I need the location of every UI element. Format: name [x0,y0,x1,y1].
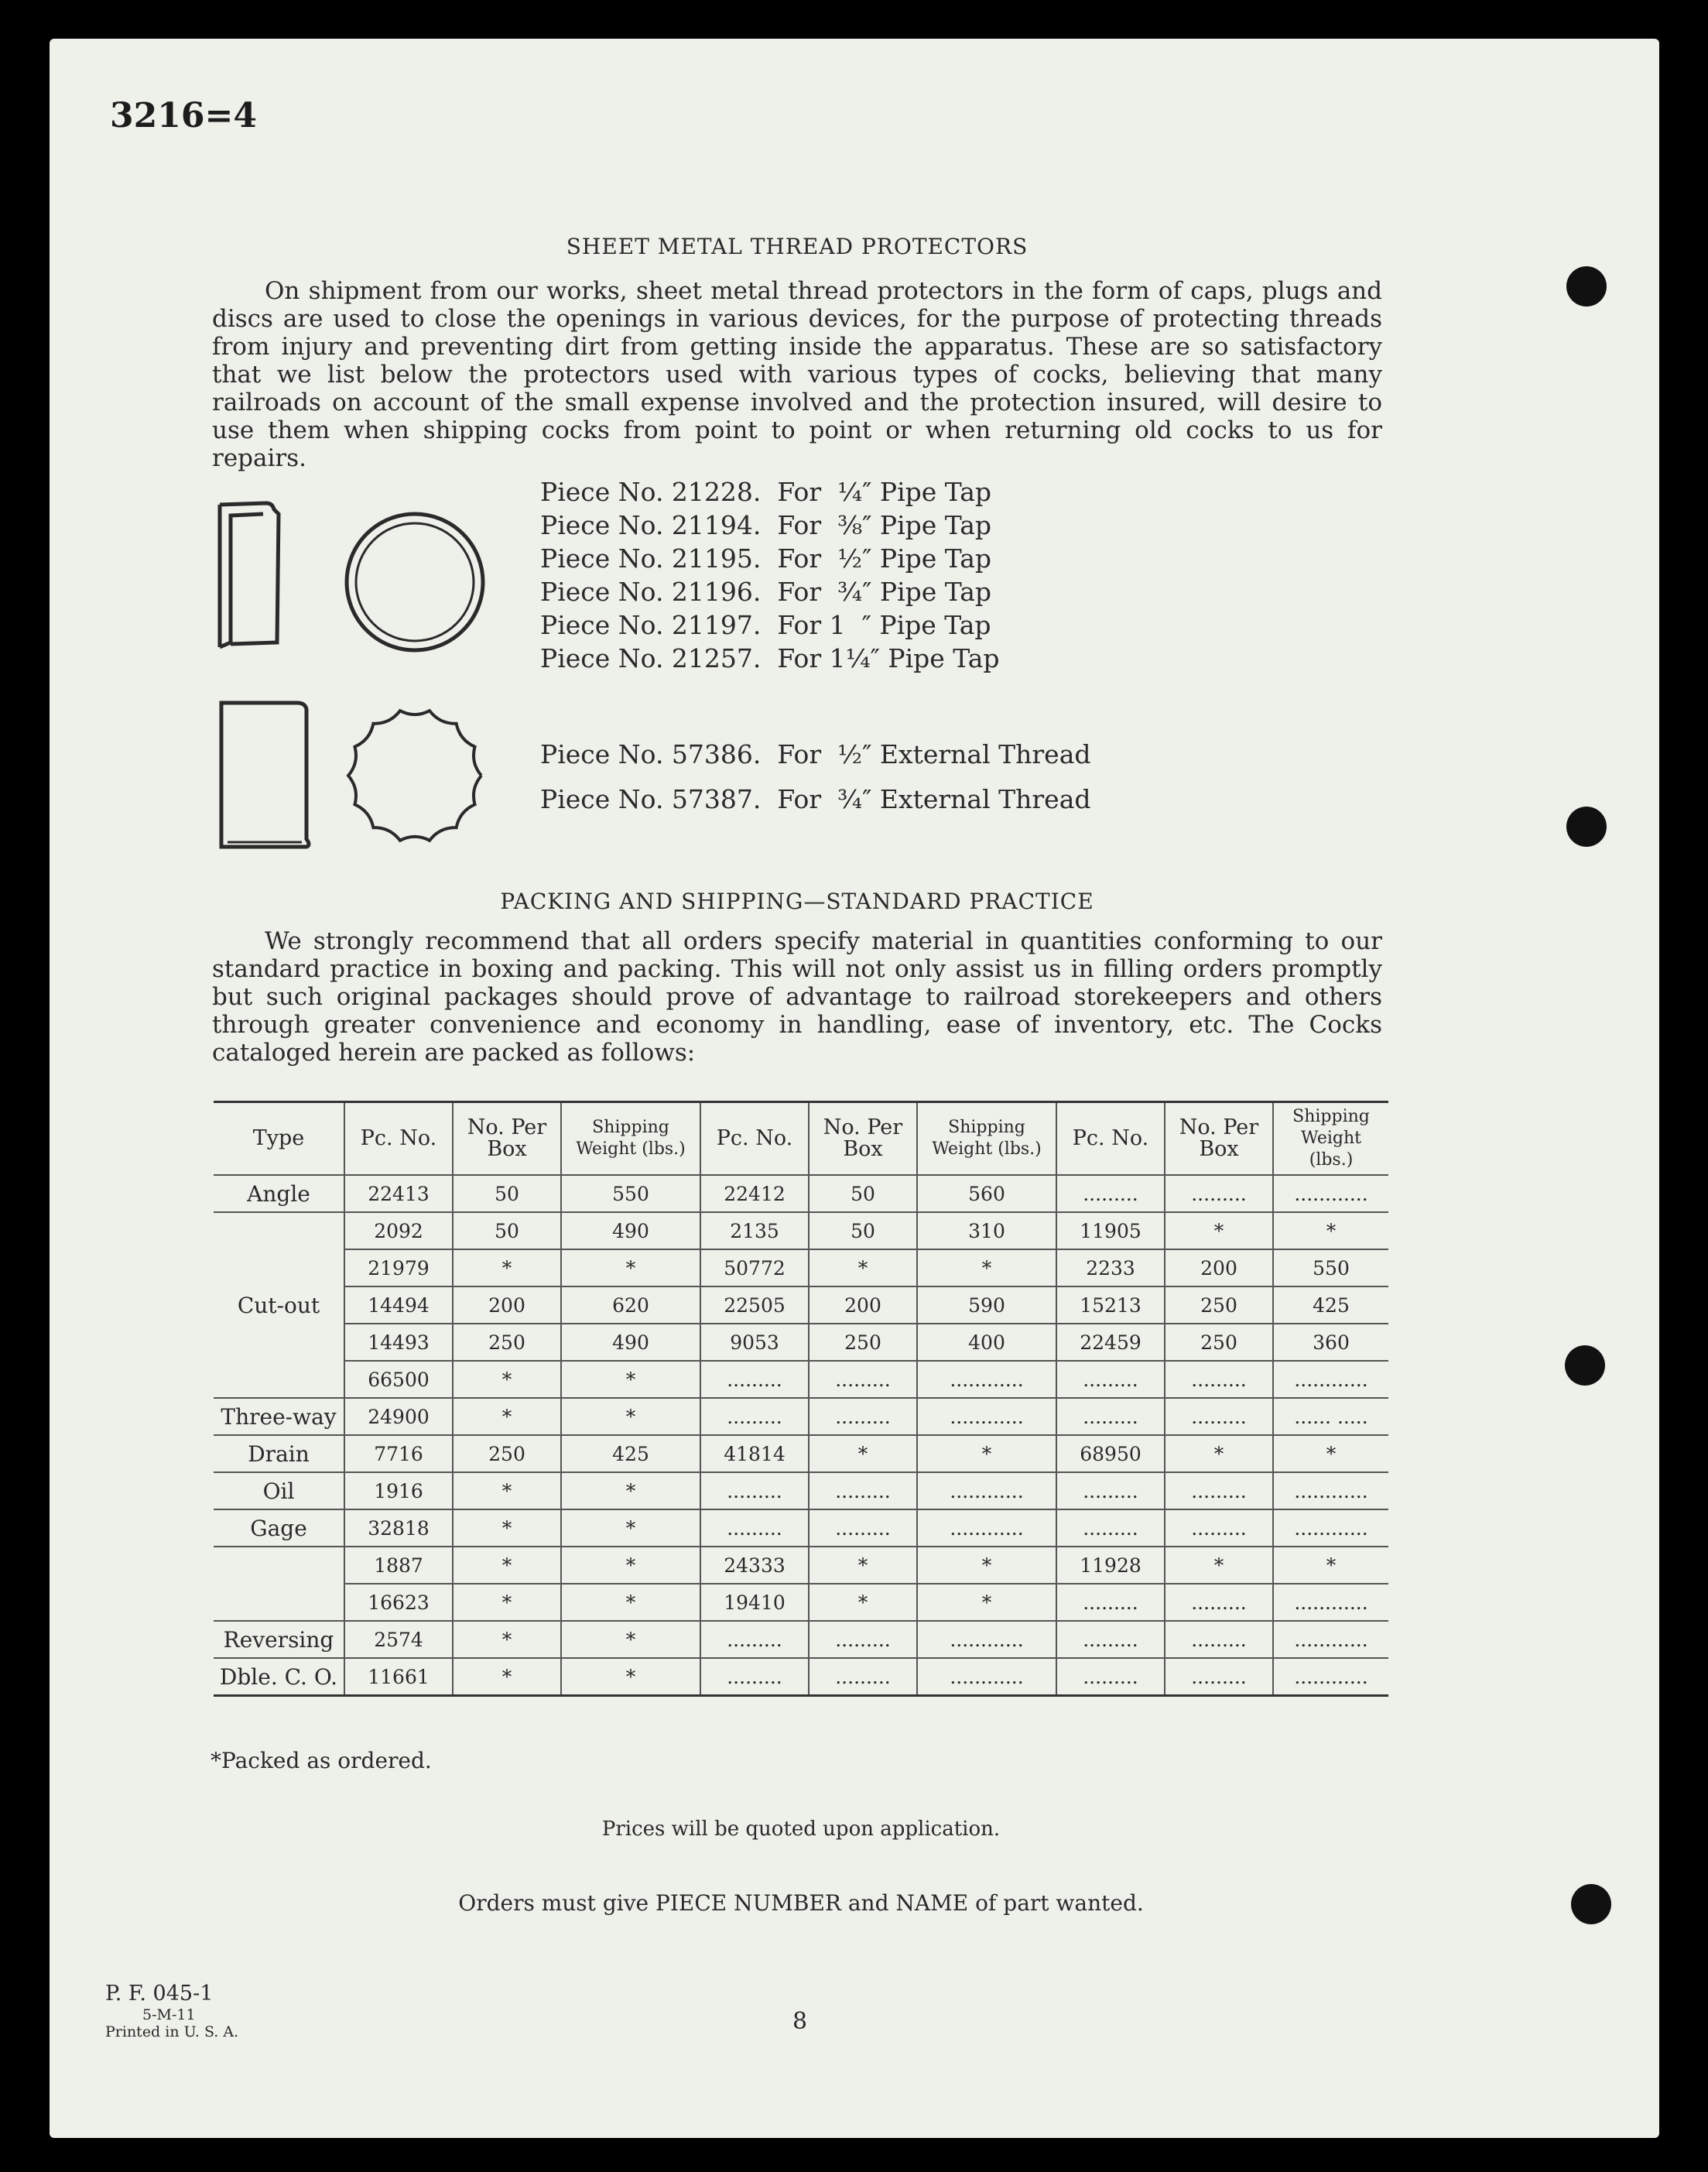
table-cell: 22412 [700,1175,809,1212]
orders-note: Orders must give PIECE NUMBER and NAME of part wanted. [458,1890,1144,1916]
table-cell: 1916 [344,1472,453,1509]
document-number: 3216=4 [110,96,257,135]
table-cell: ......... [1165,1472,1273,1509]
table-row [214,1621,1388,1658]
table-cell: ......... [700,1472,809,1509]
table-cell: * [809,1435,917,1472]
table-cell: 24333 [700,1547,809,1584]
col-header: Shipping Weight (lbs.) [1273,1102,1388,1176]
table-cell: 2092 [344,1212,453,1249]
cap-piece-list [540,475,1000,675]
footer-code: P. F. 045-1 [105,1982,214,2006]
table-cell: ............ [917,1509,1056,1547]
table-cell: 22459 [1056,1324,1165,1361]
type-cell [214,1212,344,1249]
type-cell: Cut-out [237,1292,320,1318]
table-cell: 11905 [1056,1212,1165,1249]
table-cell: * [1165,1547,1273,1584]
table-cell: 50 [809,1212,917,1249]
table-cell: ......... [1165,1175,1273,1212]
table-cell: 2233 [1056,1249,1165,1286]
table-cell: * [453,1361,561,1398]
table-cell: * [453,1472,561,1509]
table-cell: * [561,1361,700,1398]
table-cell: 14494 [344,1286,453,1324]
table-row [214,1398,1388,1435]
table-cell: ......... [700,1398,809,1435]
table-cell: 14493 [344,1324,453,1361]
table-cell: ............ [1273,1584,1388,1621]
col-header: Type [214,1102,344,1176]
table-cell: 200 [453,1286,561,1324]
table-cell: 310 [917,1212,1056,1249]
table-cell: 425 [1273,1286,1388,1324]
table-cell: ......... [1056,1584,1165,1621]
table-row [214,1472,1388,1509]
type-cell: Dble. C. O. [214,1658,344,1696]
table-cell: 200 [809,1286,917,1324]
packing-paragraph [212,927,1382,1067]
type-cell [214,1547,344,1584]
table-cell: * [1273,1547,1388,1584]
table-cell: ...... ..... [1273,1398,1388,1435]
table-row [214,1324,1388,1361]
table-cell: 50 [453,1175,561,1212]
col-header: Shipping Weight (lbs.) [917,1102,1056,1176]
table-row [214,1249,1388,1286]
table-cell: 400 [917,1324,1056,1361]
table-cell: 550 [561,1175,700,1212]
table-cell: 200 [1165,1249,1273,1286]
table-cell: * [561,1472,700,1509]
table-cell: * [453,1621,561,1658]
table-cell: 50 [809,1175,917,1212]
thread-protectors-paragraph [212,277,1382,472]
table-cell: * [917,1547,1056,1584]
table-cell: ......... [1056,1658,1165,1696]
footer-code-2: 5-M-11 [142,2006,196,2023]
table-cell: ......... [1165,1509,1273,1547]
col-header: Pc. No. [1056,1102,1165,1176]
plug-top-icon [348,711,481,841]
table-row [214,1361,1388,1398]
table-row [214,1286,1388,1324]
table-cell: ......... [1056,1361,1165,1398]
table-cell: 41814 [700,1435,809,1472]
table-cell: * [561,1249,700,1286]
type-cell: Three-way [214,1398,344,1435]
table-cell: ............ [1273,1509,1388,1547]
table-cell: * [561,1547,700,1584]
table-cell: 11661 [344,1658,453,1696]
table-cell: ......... [700,1361,809,1398]
table-cell: ......... [700,1621,809,1658]
table-cell: 15213 [1056,1286,1165,1324]
table-cell: * [453,1509,561,1547]
binder-hole [1566,266,1607,307]
table-cell: 50772 [700,1249,809,1286]
table-row [214,1584,1388,1621]
table-cell: 490 [561,1324,700,1361]
table-cell: * [809,1249,917,1286]
table-cell: * [917,1249,1056,1286]
table-cell: ......... [809,1509,917,1547]
table-cell: ......... [700,1658,809,1696]
table-cell: * [453,1584,561,1621]
table-cell: * [1165,1212,1273,1249]
table-cell: ......... [1165,1584,1273,1621]
table-cell: 2135 [700,1212,809,1249]
col-header: Shipping Weight (lbs.) [561,1102,700,1176]
table-cell: 24900 [344,1398,453,1435]
table-cell: ............ [1273,1175,1388,1212]
table-cell: 50 [453,1212,561,1249]
table-cell: 425 [561,1435,700,1472]
table-row [214,1547,1388,1584]
table-cell: * [453,1398,561,1435]
table-row [214,1212,1388,1249]
piece-line: Piece No. 57387. For ¾″ External Thread [540,784,1091,814]
table-cell: 21979 [344,1249,453,1286]
piece-line: Piece No. 21228. For ¼″ Pipe Tap [540,477,992,507]
table-cell: * [561,1398,700,1435]
table-cell: ............ [1273,1658,1388,1696]
footnote: *Packed as ordered. [211,1748,432,1773]
table-cell: ......... [1056,1621,1165,1658]
type-cell: Reversing [214,1621,344,1658]
table-cell: 66500 [344,1361,453,1398]
table-row [214,1435,1388,1472]
table-cell: * [453,1658,561,1696]
piece-line: Piece No. 21195. For ½″ Pipe Tap [540,543,992,574]
table-cell: 250 [453,1324,561,1361]
table-cell: * [917,1435,1056,1472]
col-header: No. Per Box [453,1102,561,1176]
protector-illustrations [209,495,511,851]
type-cell: Oil [214,1472,344,1509]
table-cell: ......... [700,1509,809,1547]
table-cell: ............ [917,1658,1056,1696]
section-title-packing: PACKING AND SHIPPING—STANDARD PRACTICE [500,889,1094,914]
footer-printed: Printed in U. S. A. [105,2023,239,2040]
table-cell: ............ [917,1621,1056,1658]
type-cell: Drain [214,1435,344,1472]
table-cell: 250 [1165,1324,1273,1361]
table-cell: * [1165,1435,1273,1472]
table-cell: * [561,1509,700,1547]
prices-note: Prices will be quoted upon application. [601,1817,1001,1841]
table-cell: ............ [1273,1621,1388,1658]
table-cell: 2574 [344,1621,453,1658]
table-cell: * [809,1584,917,1621]
table-cell: ......... [1056,1472,1165,1509]
table-cell: 19410 [700,1584,809,1621]
col-header: No. Per Box [1165,1102,1273,1176]
piece-line: Piece No. 21257. For 1¼″ Pipe Tap [540,643,1000,673]
table-cell: ......... [1056,1509,1165,1547]
type-cell [214,1249,344,1286]
table-cell: ......... [1165,1658,1273,1696]
table-cell: 68950 [1056,1435,1165,1472]
table-cell: ............ [917,1398,1056,1435]
table-cell: 360 [1273,1324,1388,1361]
type-cell [214,1324,344,1361]
table-cell: * [453,1547,561,1584]
table-cell: 250 [453,1435,561,1472]
table-cell: 16623 [344,1584,453,1621]
table-cell: * [809,1547,917,1584]
table-cell: * [1273,1212,1388,1249]
table-cell: 22413 [344,1175,453,1212]
table-header-row [214,1102,1388,1176]
piece-line: Piece No. 21196. For ¾″ Pipe Tap [540,577,992,607]
table-row [214,1175,1388,1212]
table-cell: ......... [1056,1398,1165,1435]
table-cell: 550 [1273,1249,1388,1286]
table-cell: 250 [1165,1286,1273,1324]
table-cell: 560 [917,1175,1056,1212]
table-cell: 1887 [344,1547,453,1584]
table-cell: * [453,1249,561,1286]
table-cell: * [561,1584,700,1621]
packing-table [214,1101,1388,1697]
section-title-thread-protectors: SHEET METAL THREAD PROTECTORS [566,234,1029,259]
type-cell: Angle [214,1175,344,1212]
table-cell: 11928 [1056,1547,1165,1584]
plug-piece-list [540,732,1091,822]
type-cell: Gage [214,1509,344,1547]
table-cell: * [1273,1435,1388,1472]
table-cell: ............ [917,1472,1056,1509]
table-cell: 590 [917,1286,1056,1324]
binder-hole [1566,807,1607,847]
col-header: Pc. No. [344,1102,453,1176]
table-cell: 620 [561,1286,700,1324]
table-row [214,1658,1388,1696]
cap-top-icon [347,514,483,650]
table-cell: ............ [1273,1361,1388,1398]
piece-line: Piece No. 57386. For ½″ External Thread [540,739,1091,769]
plug-profile-icon [221,703,309,847]
piece-line: Piece No. 21194. For ⅜″ Pipe Tap [540,510,992,540]
table-cell: ......... [809,1621,917,1658]
cap-profile-icon [220,503,279,647]
table-cell: ......... [809,1658,917,1696]
table-cell: * [561,1621,700,1658]
table-cell: ......... [809,1361,917,1398]
table-cell: 250 [809,1324,917,1361]
page-number: 8 [792,2008,808,2035]
table-cell: 22505 [700,1286,809,1324]
piece-line: Piece No. 21197. For 1 ″ Pipe Tap [540,610,991,640]
table-cell: 7716 [344,1435,453,1472]
col-header: Pc. No. [700,1102,809,1176]
binder-hole [1565,1345,1605,1386]
table-cell: ......... [1165,1621,1273,1658]
table-cell: ......... [1165,1361,1273,1398]
paragraph-text: On shipment from our works, sheet metal thread protectors in the form of caps, plugs and discs are used to close the openings in various devices, for the purpose of protecting threads from injury and preventing dirt from getting inside the apparatus. These are so satisfactory that we list below the protectors used with various types of cocks, believing that many railroads on account of the small expense involved and the protection insured, will desire to use them when shipping cocks from point to point or when returning old cocks to us for repairs. [212,277,1382,472]
col-header: No. Per Box [809,1102,917,1176]
table-cell: 490 [561,1212,700,1249]
type-cell [214,1584,344,1621]
table-cell: ......... [1165,1398,1273,1435]
type-cell [214,1361,344,1398]
table-cell: * [917,1584,1056,1621]
table-cell: ......... [809,1398,917,1435]
table-cell: ............ [1273,1472,1388,1509]
table-cell: 9053 [700,1324,809,1361]
table-cell: ............ [917,1361,1056,1398]
table-cell: ......... [1056,1175,1165,1212]
table-cell: * [561,1658,700,1696]
paragraph-text: We strongly recommend that all orders specify material in quantities conforming to our standard practice in boxing and packing. This will not only assist us in filling orders promptly but such original packages should prove of advantage to railroad storekeepers and others through greater convenience and economy in handling, ease of inventory, etc. The Cocks cataloged herein are packed as follows: [212,927,1382,1067]
table-cell: 32818 [344,1509,453,1547]
table-row [214,1509,1388,1547]
table-cell: ......... [809,1472,917,1509]
